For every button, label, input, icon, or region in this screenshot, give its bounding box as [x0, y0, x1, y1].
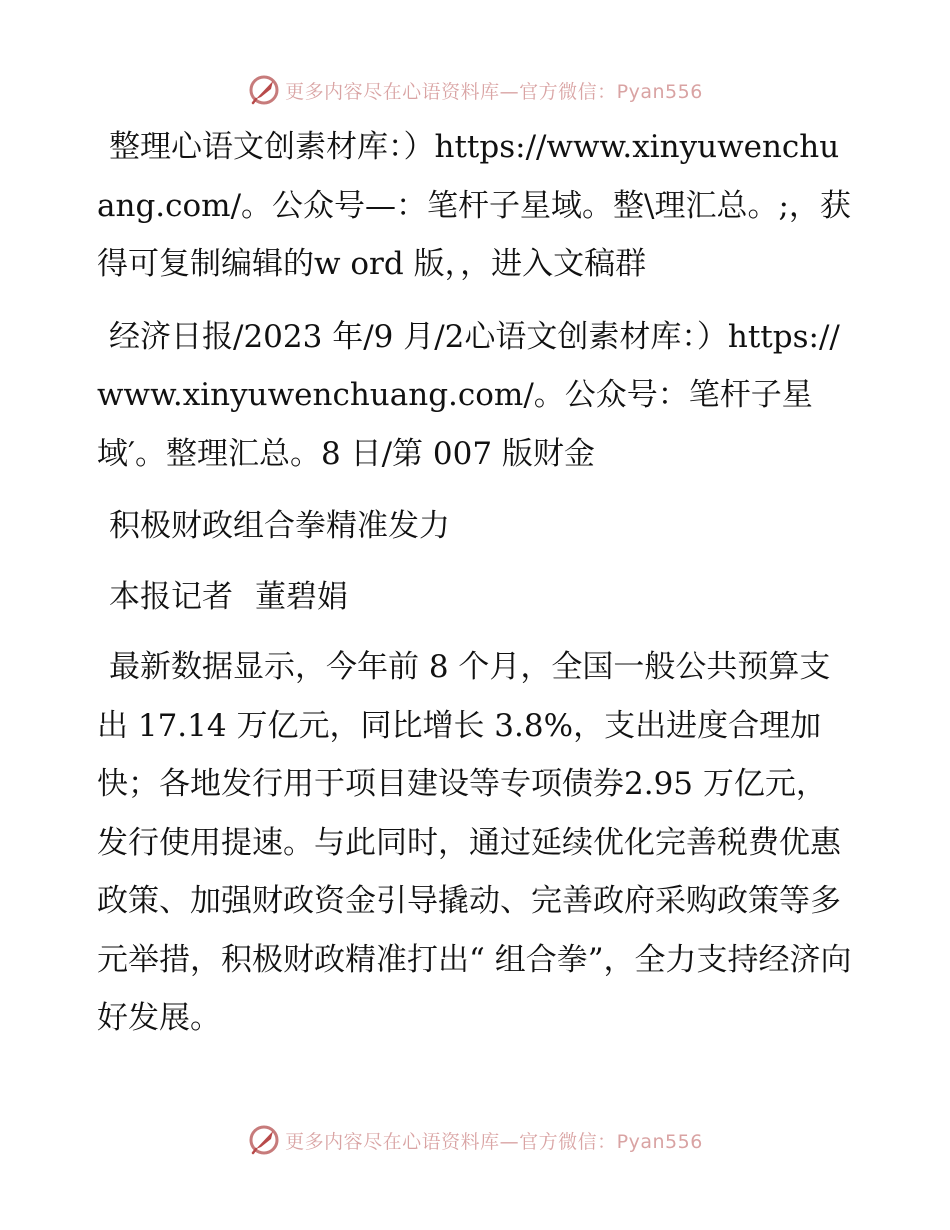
- source-line: 经济日报/2023 年/9 月/2心语文创素材库：）https://www.xinyuwenchuang.com/。公众号：笔杆子星域′。整理汇总。8 日/第 007 版财金: [97, 318, 840, 472]
- footer-watermark-text: 更多内容尽在心语资料库—官方微信：Pyan556: [285, 1130, 703, 1153]
- byline: [97, 568, 857, 627]
- quill-circle-icon: [247, 1123, 281, 1157]
- intro-paragraph: 整理心语文创素材库：）https://www.xinyuwenchuang.com/。公众号—：笔杆子星域。整\理汇总。;，获得可复制编辑的w ord 版，，进入文稿群: [97, 129, 851, 282]
- body-paragraph-1: 最新数据显示，今年前 8 个月，全国一般公共预算支出 17.14 万亿元，同比增长 3.8%，支出进度合理加快；各地发行用于项目建设等专项债券2.95 万亿元，发行使用提速。与此同时，通过延续优化完善税费优惠政策、加强财政资金引导撬动、完善政府采购政策等多元举措，积极财政精准打出“ 组合拳”，全力支持经济向好发展。: [97, 649, 852, 1036]
- header-watermark-banner: [0, 70, 950, 110]
- quill-circle-icon: [247, 73, 281, 107]
- byline-name: 董碧娟: [255, 578, 348, 615]
- document-body: [97, 118, 857, 1062]
- header-watermark-text: 更多内容尽在心语资料库—官方微信：Pyan556: [285, 80, 703, 103]
- byline-label: 本报记者: [109, 578, 233, 615]
- footer-watermark-banner: [0, 1120, 950, 1160]
- article-headline: 积极财政组合拳精准发力: [109, 508, 450, 544]
